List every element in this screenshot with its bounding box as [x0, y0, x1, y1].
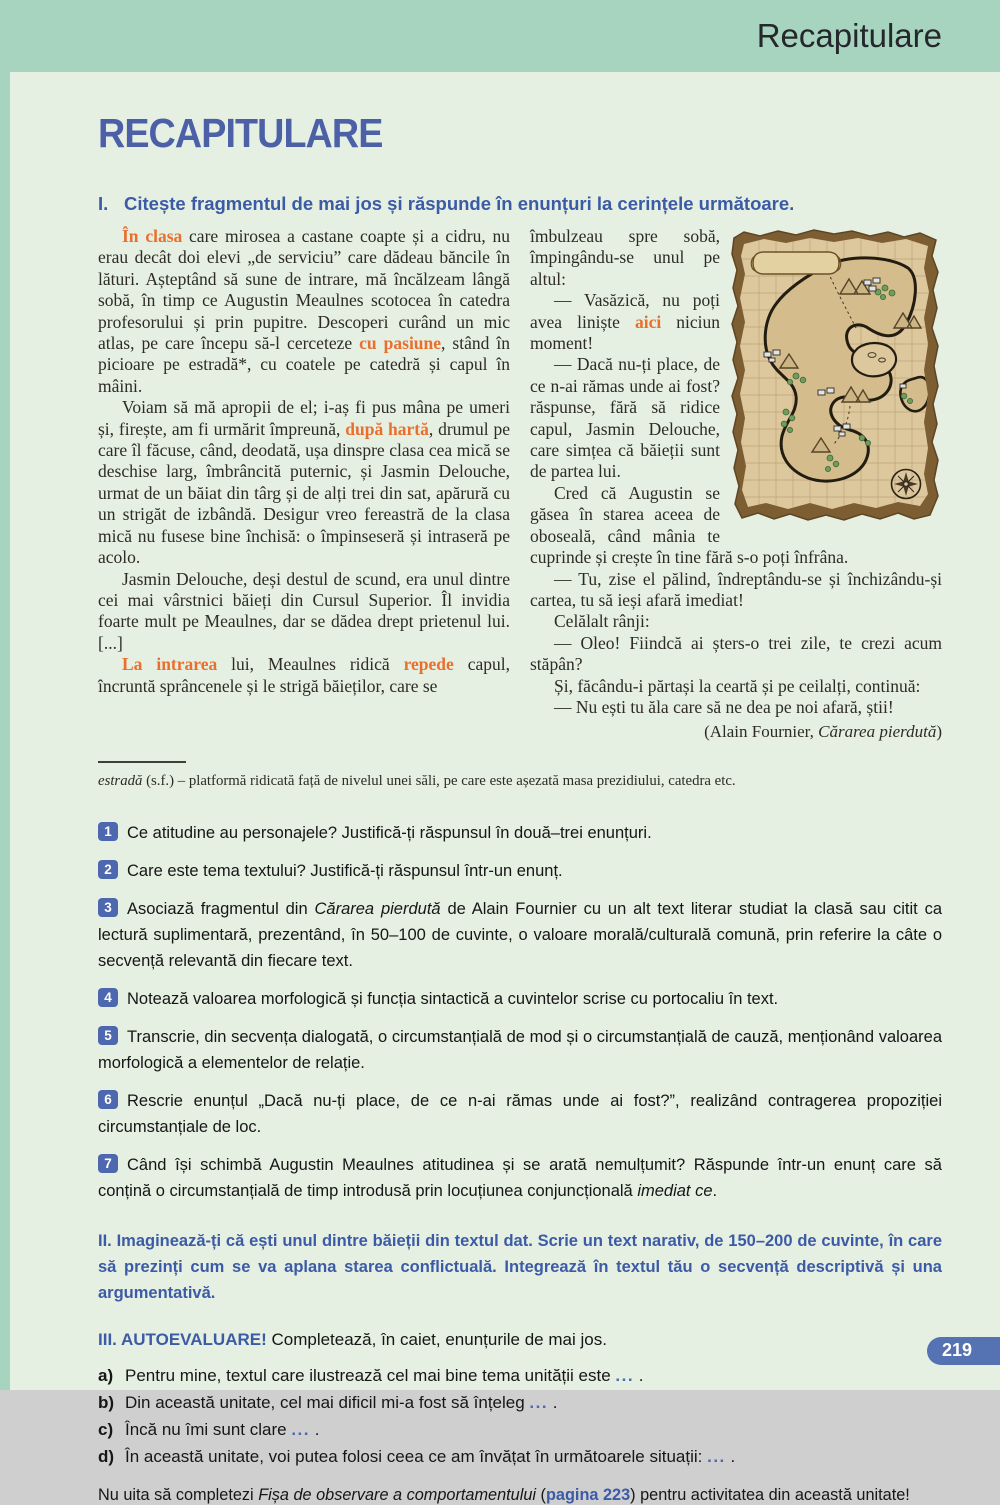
- reading-column-left: [98, 226, 510, 743]
- question-number-badge: 3: [98, 898, 118, 917]
- question-4: [98, 986, 942, 1012]
- question-number-badge: 6: [98, 1090, 118, 1109]
- question-7: [98, 1152, 942, 1204]
- paragraph: Celălalt rânji:: [554, 611, 650, 632]
- question-5: [98, 1024, 942, 1076]
- page-content: [98, 72, 942, 1505]
- section1-heading-text: Citește fragmentul de mai jos și răspunde în enunțuri la cerințele următoare.: [124, 193, 795, 214]
- paragraph: — Nu ești tu ăla care să ne dea pe noi afară, știi!: [554, 696, 894, 717]
- map-banner: [751, 252, 841, 274]
- section2-task: II. Imaginează-ți că ești unul dintre băieții din textul dat. Scrie un text narativ, de 150–200 de cuvinte, în care să prezinți cum se va aplana starea conflictuală. Integrează în textul tău o secvență descriptivă și una argumentativă.: [98, 1231, 942, 1302]
- question-text: Rescrie enunțul „Dacă nu-ți place, de ce n-ai rămas unde ai fost?”, realizând contragerea propoziției circumstanțiale de loc.: [98, 1091, 942, 1136]
- paragraph: Și, făcându-i părtași la ceartă și pe ceilalți, continuă:: [554, 675, 921, 696]
- section1-numeral: I.: [98, 193, 109, 214]
- question-text: Asociază fragmentul din Cărarea pierdută de Alain Fournier cu un alt text literar studiat la clasă sau citit ca lectură suplimentară, prezentând, în 50–100 de cuvinte, o valoare morală/culturală comună, prin referire la câte o secvență relevantă din fiecare text.: [98, 899, 942, 970]
- item-text: Pentru mine, textul care ilustrează cel mai bine tema unității este ... .: [125, 1365, 644, 1385]
- question-text: Care este tema textului? Justifică-ți răspunsul într-un enunț.: [127, 861, 563, 880]
- reading-column-right: [530, 226, 942, 743]
- paragraph: La intrarea lui, Meaulnes ridică repede capul, încruntă sprâncenele și le strigă băieților, care se: [98, 654, 510, 696]
- item-letter: b): [98, 1392, 115, 1412]
- question-number-badge: 1: [98, 822, 118, 841]
- question-text: Când își schimbă Augustin Meaulnes atitudinea și se arată nemulțumit? Răspunde într-un enunț care să conțină o circumstanțială de timp introdusă prin locuțiunea conjuncțională imediat ce.: [98, 1155, 942, 1200]
- item-text: Încă nu îmi sunt clare ... .: [125, 1419, 320, 1439]
- question-3: [98, 896, 942, 974]
- map-lagoon: [852, 343, 896, 376]
- question-6: [98, 1088, 942, 1140]
- question-number-badge: 4: [98, 988, 118, 1007]
- item-d: [98, 1443, 942, 1470]
- chapter-band: [0, 0, 1000, 72]
- chapter-band-title: Recapitulare: [756, 17, 942, 54]
- question-1: [98, 820, 942, 846]
- item-letter: c): [98, 1419, 114, 1439]
- paragraph: îmbulzeau spre sobă, împingându-se unul pe altul:: [530, 226, 720, 289]
- treasure-map-illustration: [730, 228, 942, 523]
- section3-heading: III. AUTOEVALUARE! Completează, în caiet, enunțurile de mai jos.: [98, 1329, 607, 1349]
- item-letter: a): [98, 1365, 114, 1385]
- question-text: Transcrie, din secvența dialogată, o circumstanțială de mod și o circumstanțială de cauză, menționând valoarea morfologică a elementelor de relație.: [98, 1027, 942, 1072]
- item-c: [98, 1416, 942, 1443]
- map-compass-icon: [892, 470, 921, 499]
- paragraph: Cred că Augustin se găsea în starea aceea de oboseală, când mânia te cuprinde și crește în tine fără s-o poți înfrâna.: [530, 482, 849, 568]
- question-2: [98, 858, 942, 884]
- paragraph: — Oleo! Fiindcă ai șters-o trei zile, te crezi acum stăpân?: [530, 632, 942, 675]
- question-number-badge: 2: [98, 860, 118, 879]
- question-number-badge: 7: [98, 1154, 118, 1173]
- question-number-badge: 5: [98, 1026, 118, 1045]
- paragraph: În clasa care mirosea a castane coapte și a cidru, nu erau decât doi elevi „de serviciu” care dădeau băncile în lături. Așteptând să sune de intrare, mă încălzeam lângă sobă, în timp ce Augustin Meaulnes scotocea în catedra profesorului și prin pupitre. Descoperi curând un mic atlas, pe care începu să-l cerceteze cu pasiune, stând în picioare pe estradă*, cu coatele pe catedră și capul în mâini.: [98, 226, 510, 396]
- section1-heading: [98, 193, 942, 215]
- question-list: [98, 820, 942, 1204]
- footnote-divider: [98, 761, 186, 763]
- question-text: Notează valoarea morfologică și funcția sintactică a cuvintelor scrise cu portocaliu în text.: [127, 989, 779, 1008]
- reading-fragment: [98, 226, 942, 743]
- question-text: Ce atitudine au personajele? Justifică-ți răspunsul în două–trei enunțuri.: [127, 823, 652, 842]
- paragraph: Voiam să mă apropii de el; i-aș fi pus mâna pe umeri și, firește, am fi urmărit împreună, după hartă, drumul pe care îl făcuse, când, deodată, ușa dinspre clasa cea mică se deschise larg, îmbrâncită puternic, și Jasmin Delouche, urmat de un băiat din târg și de alți trei din sat, apărură cu un strigăt de izbândă. Desigur vreo fereastră de la clasa mică nu fusese bine închisă: o împinseseră și intraseră pe acolo.: [98, 397, 511, 568]
- paragraph: Jasmin Delouche, deși destul de scund, era unul dintre cei mai vârstnici băieți din Cursul Superior. Îl invidia foarte mult pe Meaulnes, dar se dădea drept prietenul lui. [...]: [98, 568, 510, 653]
- footnote: estradă (s.f.) – platformă ridicată față de nivelul unei săli, pe care este așezată masa prezidiului, catedra etc.: [98, 772, 736, 789]
- item-b: [98, 1389, 942, 1416]
- page-edge-strip: [0, 72, 10, 1390]
- self-evaluation-items: [98, 1362, 942, 1470]
- paragraph: — Dacă nu-ți place, de ce n-ai rămas unde ai fost? răspunse, fără să ridice capul, Jasmin Delouche, care simțea că băieții sunt de partea lui.: [530, 354, 720, 482]
- item-letter: d): [98, 1446, 115, 1466]
- paragraph: — Vasăzică, nu poți avea liniște aici niciun moment!: [530, 290, 721, 354]
- paragraph: — Tu, zise el pălind, îndreptându-se și închizându-și cartea, tu să ieși afară imediat!: [530, 568, 942, 610]
- item-a: [98, 1362, 942, 1389]
- reminder-note: Nu uita să completezi Fișa de observare a comportamentului (pagina 223) pentru activitatea din această unitate!: [98, 1485, 910, 1504]
- page-number-badge: 219: [927, 1337, 1000, 1365]
- page-title: RECAPITULARE: [98, 110, 383, 156]
- item-text: În această unitate, voi putea folosi ceea ce am învățat în următoarele situații: ... .: [125, 1446, 736, 1466]
- source-attribution: (Alain Fournier, Cărarea pierdută): [704, 722, 942, 742]
- item-text: Din această unitate, cel mai dificil mi-a fost să înțeleg ... .: [125, 1392, 558, 1412]
